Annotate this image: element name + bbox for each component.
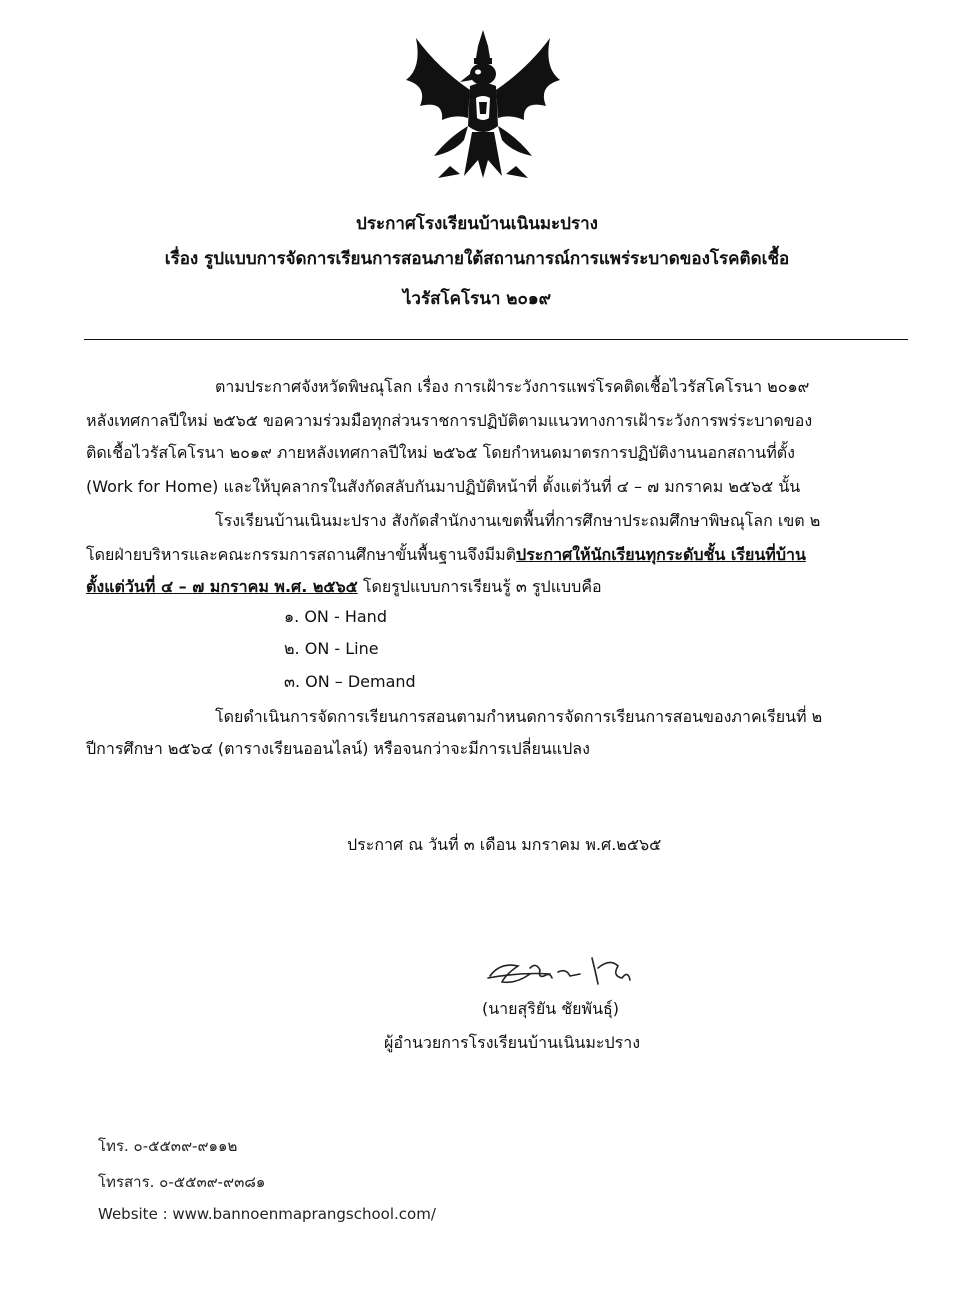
paragraph-2-line-1: โรงเรียนบ้านเนินมะปราง สังกัดสำนักงานเขตพื้นที่การศึกษาประถมศึกษาพิษณุโลก เขต ๒ xyxy=(215,511,821,530)
study-at-home-notice: ประกาศให้นักเรียนทุกระดับชั้น เรียนที่บ้าน xyxy=(516,545,806,564)
paragraph-3-line-2: ปีการศึกษา ๒๕๖๔ (ตารางเรียนออนไลน์) หรือจนกว่าจะมีการเปลี่ยนแปลง xyxy=(86,739,590,758)
header-divider xyxy=(84,339,908,340)
list-item: ๓. ON – Demand xyxy=(284,672,416,691)
garuda-emblem-icon xyxy=(398,28,568,183)
date-range-notice: ตั้งแต่วันที่ ๔ – ๗ มกราคม พ.ศ. ๒๕๖๕ xyxy=(86,577,358,596)
signer-name: (นายสุริยัน ชัยพันธุ์) xyxy=(482,999,620,1018)
paragraph-3-line-1: โดยดำเนินการจัดการเรียนการสอนตามกำหนดการจัดการเรียนการสอนของภาคเรียนที่ ๒ xyxy=(215,707,823,726)
paragraph-2-line-2 xyxy=(86,544,806,566)
subject-title-cont: ไวรัสโคโรนา ๒๐๑๙ xyxy=(402,289,552,309)
paragraph-1-line-1: ตามประกาศจังหวัดพิษณุโลก เรื่อง การเฝ้าระวังการแพร่โรคติดเชื้อไวรัสโคโรนา ๒๐๑๙ xyxy=(215,377,810,396)
phone-number: โทร. ๐-๕๕๓๙-๙๑๑๒ xyxy=(98,1137,238,1155)
signature-icon xyxy=(480,948,640,998)
paragraph-2-line-3-text: โดยรูปแบบการเรียนรู้ ๓ รูปแบบคือ xyxy=(357,577,602,596)
announce-date: ประกาศ ณ วันที่ ๓ เดือน มกราคม พ.ศ.๒๕๖๕ xyxy=(347,835,662,854)
fax-number: โทรสาร. ๐-๕๕๓๙-๙๓๘๑ xyxy=(98,1173,266,1191)
subject-title: เรื่อง รูปแบบการจัดการเรียนการสอนภายใต้สถานการณ์การแพร่ระบาดของโรคติดเชื้อ xyxy=(164,249,790,269)
signer-position: ผู้อำนวยการโรงเรียนบ้านเนินมะปราง xyxy=(384,1033,641,1052)
paragraph-1-line-3: ติดเชื้อไวรัสโคโรนา ๒๐๑๙ ภายหลังเทศกาลปีใหม่ ๒๕๖๕ โดยกำหนดมาตรการปฏิบัติงานนอกสถานที่ตั้ง xyxy=(86,443,795,462)
paragraph-1-line-2: หลังเทศกาลปีใหม่ ๒๕๖๕ ขอความร่วมมือทุกส่วนราชการปฏิบัติตามแนวทางการเฝ้าระวังการพร่ระบาดของ xyxy=(86,411,813,430)
announcement-title: ประกาศโรงเรียนบ้านเนินมะปราง xyxy=(356,214,598,234)
website-link[interactable]: Website : www.bannoenmaprangschool.com/ xyxy=(98,1205,436,1223)
paragraph-1-line-4: (Work for Home) และให้บุคลากรในสังกัดสลับกันมาปฏิบัติหน้าที่ ตั้งแต่วันที่ ๔ – ๗ มกราคม ๒๕๖๕ นั้น xyxy=(86,477,801,496)
list-item: ๒. ON - Line xyxy=(284,639,379,658)
list-item: ๑. ON - Hand xyxy=(284,607,387,626)
paragraph-2-line-3 xyxy=(86,576,602,598)
paragraph-2-line-2-text: โดยฝ่ายบริหารและคณะกรรมการสถานศึกษาขั้นพื้นฐานจึงมีมติ xyxy=(86,545,517,564)
